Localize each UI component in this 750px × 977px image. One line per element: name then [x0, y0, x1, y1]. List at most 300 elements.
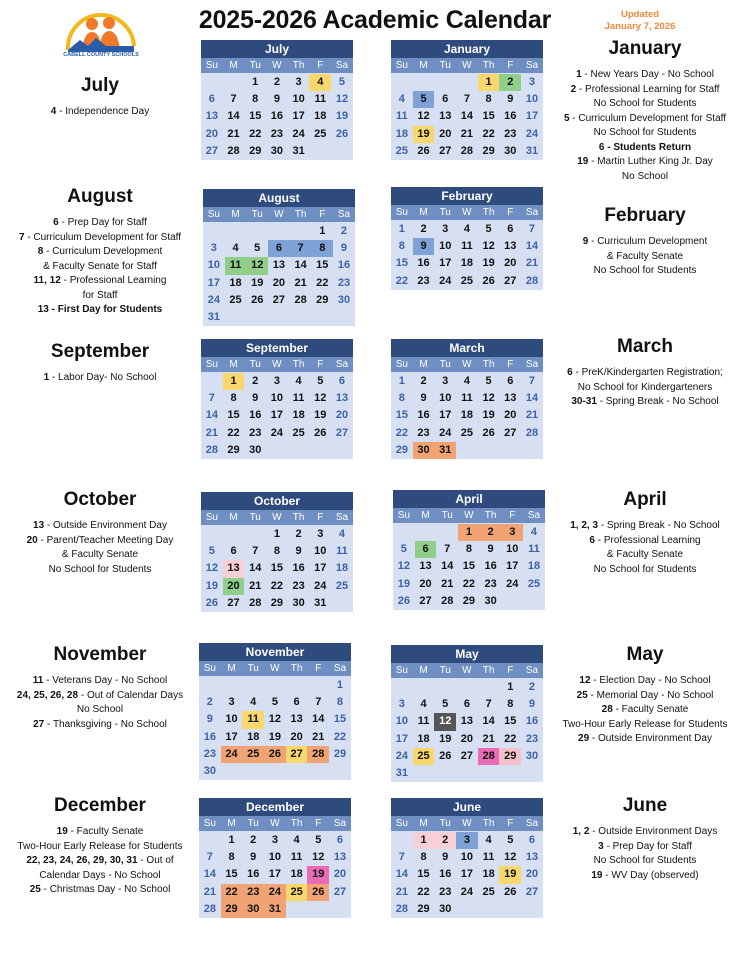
calendar-day: 16 [337, 259, 351, 272]
calendar-november [199, 643, 351, 780]
event-line [550, 250, 740, 265]
calendar-day: 20 [205, 127, 218, 140]
calendar-day: 5 [442, 698, 449, 711]
calendar-empty-cell [521, 442, 543, 459]
calendar-day: 19 [307, 866, 329, 883]
calendar-day: 22 [504, 732, 517, 745]
calendar-day: 9 [206, 713, 213, 726]
calendar-day: 6 [293, 696, 300, 709]
weekday-label: Su [207, 209, 220, 220]
weekday-label: Th [484, 510, 497, 521]
month-heading: December [54, 795, 146, 816]
calendar-day: 20 [439, 127, 452, 140]
calendar-day: 8 [398, 392, 405, 405]
calendar-empty-cell [456, 901, 478, 918]
calendar-day: 26 [264, 746, 286, 763]
calendar-day: 10 [439, 240, 452, 253]
calendar-day: 20 [272, 276, 286, 289]
calendar-day: 30 [439, 902, 452, 915]
weekday-label: Sa [525, 818, 539, 829]
event-line [550, 83, 740, 98]
calendar-october [201, 492, 353, 612]
calendar-day: 17 [395, 732, 408, 745]
calendar-empty-cell [225, 309, 247, 326]
calendar-day: 26 [504, 885, 517, 898]
calendar-day: 3 [317, 528, 324, 540]
calendar-empty-cell [290, 309, 312, 326]
weekday-label: Tu [439, 818, 451, 829]
weekday-header-row [391, 205, 543, 220]
event-date: 6 [567, 367, 573, 378]
event-date: 4 [50, 106, 57, 117]
calendar-day: 22 [482, 127, 495, 140]
logo-text: CABELL COUNTY SCHOOLS [63, 52, 139, 58]
calendar-day: 6 [268, 240, 290, 257]
calendar-day: 16 [203, 730, 216, 743]
calendar-month-header: February [391, 187, 543, 205]
month-heading: July [80, 75, 120, 96]
events-november [5, 644, 195, 732]
calendar-day: 13 [272, 259, 286, 272]
calendar-empty-cell [434, 765, 456, 782]
calendar-day: 31 [525, 144, 539, 157]
calendar-day: 1 [413, 832, 435, 849]
event-text: - First Day for Students [48, 304, 163, 315]
calendar-may [391, 645, 543, 782]
event-date: 25 [29, 884, 41, 895]
weekday-label: F [317, 60, 324, 71]
calendar-day: 30 [337, 293, 351, 306]
calendar-day: 1 [458, 524, 480, 541]
calendar-day: 19 [251, 276, 264, 289]
calendar-day: 11 [290, 851, 303, 864]
calendar-day: 5 [400, 543, 407, 556]
calendar-day: 21 [227, 127, 240, 140]
calendar-day: 13 [419, 560, 432, 573]
calendar-day: 2 [499, 74, 521, 91]
calendar-day: 10 [225, 713, 238, 726]
weekday-label: M [421, 510, 430, 521]
calendar-day: 11 [242, 711, 264, 728]
calendar-day: 21 [482, 732, 495, 745]
calendar-day: 19 [439, 732, 452, 745]
calendar-day: 2 [420, 375, 427, 387]
calendar-day: 1 [228, 834, 235, 846]
calendar-day: 6 [338, 375, 346, 387]
calendar-day: 10 [525, 93, 539, 106]
calendar-day: 24 [264, 884, 286, 901]
event-date: 28 [601, 704, 613, 715]
calendar-empty-cell [307, 763, 329, 780]
calendar-empty-cell [246, 309, 268, 326]
calendar-day: 28 [294, 293, 307, 306]
calendar-day: 27 [504, 274, 517, 287]
calendar-day: 29 [227, 443, 240, 456]
calendar-day: 11 [314, 93, 327, 106]
calendar-day: 15 [316, 259, 329, 272]
calendar-day: 5 [315, 834, 322, 846]
calendar-day: 28 [395, 902, 408, 915]
event-text: - Out of [137, 855, 174, 866]
event-line [5, 216, 195, 231]
weekday-label: F [507, 60, 514, 71]
calendar-empty-cell [521, 765, 543, 782]
calendar-day: 16 [270, 110, 284, 123]
calendar-day: 25 [460, 426, 474, 439]
calendar-day: 15 [249, 110, 262, 123]
calendar-day: 27 [333, 885, 347, 898]
event-line [550, 548, 740, 563]
calendar-day: 17 [270, 409, 284, 422]
event-text: Two-Hour Early Release for Students [562, 718, 728, 730]
calendar-day: 22 [417, 885, 430, 898]
event-text: - Prep Day for Staff [58, 217, 147, 228]
month-heading: March [617, 336, 673, 357]
calendar-day: 21 [312, 730, 325, 743]
weekday-label: Su [395, 818, 408, 829]
calendar-day: 11 [528, 543, 540, 556]
weekday-label: Tu [247, 818, 259, 829]
event-line [5, 371, 195, 386]
event-text: - Faculty Senate [67, 826, 144, 837]
calendar-day: 7 [444, 543, 451, 556]
event-line [5, 689, 195, 704]
event-line [5, 840, 195, 855]
calendar-day: 4 [463, 375, 470, 387]
weekday-label: Th [482, 818, 495, 829]
calendar-day: 14 [227, 110, 240, 123]
calendar-empty-cell [242, 677, 264, 694]
calendar-day: 24 [207, 293, 220, 306]
calendar-day: 18 [482, 868, 495, 881]
calendar-day: 27 [460, 749, 474, 762]
calendar-day: 10 [506, 543, 519, 556]
calendar-day: 3 [273, 375, 280, 387]
weekday-label: W [462, 665, 472, 676]
event-date: 8 [37, 246, 44, 257]
calendar-day: 12 [314, 392, 327, 405]
weekday-label: Su [205, 359, 218, 370]
calendar-day: 22 [249, 127, 262, 140]
event-line [550, 395, 740, 410]
event-text: - Independence Day [56, 106, 150, 117]
calendar-day: 2 [250, 834, 257, 846]
event-text: - Parent/Teacher Meeting Day [37, 534, 174, 546]
calendar-day: 6 [463, 698, 470, 711]
calendar-day: 1 [223, 373, 245, 390]
calendar-day: 19 [335, 110, 349, 123]
event-date: 29 [578, 733, 590, 744]
event-line [550, 68, 740, 83]
event-text: - Curriculum Development for Staff [569, 112, 727, 124]
calendar-day: 15 [395, 257, 408, 270]
event-line [5, 563, 195, 578]
calendar-day: 27 [335, 426, 349, 439]
calendar-empty-cell [478, 679, 500, 696]
calendar-empty-cell [286, 901, 308, 918]
calendar-day: 5 [485, 375, 492, 387]
weekday-label: W [462, 359, 472, 370]
event-date: 13 [33, 520, 45, 531]
calendar-day: 26 [335, 127, 349, 140]
calendar-day: 8 [420, 851, 427, 864]
calendar-empty-cell [268, 309, 290, 326]
event-date: 19 [591, 869, 603, 881]
calendar-day: 29 [221, 901, 243, 918]
calendar-day: 8 [273, 545, 280, 558]
calendar-day: 20 [419, 577, 432, 590]
calendar-day: 14 [205, 409, 218, 422]
calendar-empty-cell [242, 763, 264, 780]
event-line [5, 231, 195, 246]
event-text: - Curriculum Development for Staff [24, 231, 182, 243]
calendar-day: 12 [335, 93, 349, 106]
calendar-day: 26 [482, 274, 495, 287]
calendar-day: 8 [228, 851, 235, 864]
calendar-day: 2 [273, 76, 280, 88]
calendar-day: 17 [268, 868, 282, 881]
calendar-day: 17 [207, 276, 220, 289]
event-text: No School for Students [593, 127, 697, 138]
calendar-day-grid [391, 678, 543, 782]
event-line [550, 235, 740, 250]
calendar-day: 4 [338, 528, 346, 540]
calendar-day: 31 [264, 901, 286, 918]
calendar-empty-cell [478, 442, 500, 459]
calendar-day: 23 [249, 426, 262, 439]
calendar-month-header: July [201, 40, 353, 58]
calendar-day: 24 [439, 426, 452, 439]
event-date: 25 [576, 689, 588, 701]
event-text: - Spring Break - No School [598, 520, 720, 531]
calendar-day: 7 [528, 223, 536, 235]
calendar-empty-cell [413, 74, 435, 91]
event-text: - Veterans Day - No School [43, 675, 168, 686]
calendar-day: 9 [252, 392, 259, 405]
calendar-empty-cell [391, 832, 413, 849]
calendar-day: 26 [482, 426, 495, 439]
calendar-day: 26 [251, 293, 264, 306]
calendar-day: 21 [294, 276, 307, 289]
month-heading: May [626, 644, 664, 665]
calendar-day: 29 [499, 748, 521, 765]
calendar-day: 18 [460, 257, 474, 270]
calendar-day: 16 [439, 868, 452, 881]
event-text: - Christmas Day - No School [40, 884, 171, 895]
calendar-day: 24 [292, 127, 305, 140]
calendar-day: 10 [395, 715, 408, 728]
calendar-day: 23 [484, 577, 497, 590]
calendar-day: 15 [395, 409, 408, 422]
calendar-day: 1 [273, 528, 280, 540]
calendar-empty-cell [331, 143, 353, 160]
calendar-empty-cell [456, 679, 478, 696]
calendar-day: 4 [232, 242, 239, 255]
event-text: - Spring Break - No School [596, 396, 719, 407]
calendar-day-grid [391, 831, 543, 918]
calendar-day: 29 [462, 594, 476, 607]
calendar-day: 10 [270, 392, 284, 405]
calendar-day: 2 [480, 524, 502, 541]
calendar-day: 27 [227, 596, 240, 609]
event-line [550, 563, 740, 578]
calendar-day: 12 [205, 562, 218, 575]
event-line [550, 155, 740, 170]
family-logo-icon [62, 6, 140, 70]
weekday-label: Su [395, 207, 408, 218]
calendar-day: 24 [525, 127, 539, 140]
events-october [5, 489, 195, 577]
calendar-empty-cell [499, 765, 521, 782]
calendar-day: 13 [290, 713, 303, 726]
calendar-day: 14 [441, 560, 454, 573]
event-line [5, 718, 195, 733]
month-heading: September [50, 341, 150, 362]
updated-note [590, 9, 690, 33]
event-line [5, 534, 195, 549]
calendar-day: 19 [482, 409, 495, 422]
calendar-day: 11 [417, 715, 430, 728]
weekday-label: F [507, 207, 514, 218]
calendar-empty-cell [244, 526, 266, 543]
calendar-day: 5 [254, 242, 261, 255]
event-line [550, 381, 740, 396]
calendar-day: 8 [230, 392, 237, 405]
calendar-empty-cell [225, 223, 247, 240]
calendar-day: 4 [309, 74, 331, 91]
event-date: 11, 12 [33, 275, 61, 286]
calendar-day: 21 [441, 577, 454, 590]
calendar-day: 7 [290, 240, 312, 257]
calendar-day: 7 [528, 375, 536, 387]
calendar-day: 19 [268, 730, 282, 743]
updated-label: Updated [621, 9, 659, 20]
event-text: - Professional Learning [60, 275, 167, 286]
calendar-day: 14 [249, 562, 262, 575]
weekday-label: F [509, 510, 516, 521]
event-date: 12 [579, 675, 591, 686]
calendar-day: 1 [336, 679, 344, 691]
calendar-month-header: December [199, 798, 351, 816]
calendar-day-grid [201, 73, 353, 160]
calendar-day: 31 [207, 310, 220, 323]
event-text: - Outside Environment Day [44, 520, 167, 531]
calendar-day: 12 [482, 392, 495, 405]
calendar-day: 12 [482, 240, 495, 253]
calendar-day: 4 [250, 696, 257, 709]
weekday-label: W [270, 663, 280, 674]
event-line [550, 170, 740, 185]
calendar-day: 25 [395, 144, 408, 157]
calendar-day: 26 [439, 749, 452, 762]
weekday-label: M [231, 209, 240, 220]
calendar-day: 26 [205, 596, 218, 609]
month-heading: October [63, 489, 137, 510]
calendar-day: 16 [504, 110, 517, 123]
calendar-day: 9 [413, 238, 435, 255]
calendar-day: 19 [314, 409, 327, 422]
calendar-day: 16 [249, 409, 262, 422]
calendar-day: 12 [268, 713, 282, 726]
event-date: 13 [37, 304, 49, 315]
calendar-day: 28 [249, 596, 262, 609]
calendar-empty-cell [223, 526, 245, 543]
weekday-label: M [229, 512, 238, 523]
calendar-day: 11 [396, 110, 408, 123]
calendar-day: 23 [242, 884, 264, 901]
calendar-february [391, 187, 543, 290]
calendar-day: 13 [504, 240, 517, 253]
weekday-header-row [391, 357, 543, 372]
weekday-label: W [272, 359, 282, 370]
weekday-header-row [199, 661, 351, 676]
weekday-label: F [507, 359, 514, 370]
calendar-day: 8 [465, 543, 472, 556]
calendar-day: 15 [462, 560, 476, 573]
calendar-day: 13 [504, 392, 517, 405]
event-line [5, 825, 195, 840]
calendar-day: 15 [417, 868, 430, 881]
event-text: - Students Return [604, 141, 692, 153]
calendar-day: 13 [223, 560, 245, 577]
calendar-day: 25 [527, 577, 541, 590]
weekday-label: Sa [525, 665, 539, 676]
calendar-day: 27 [504, 426, 517, 439]
event-text: - Memorial Day - No School [587, 689, 714, 701]
calendar-day: 2 [420, 223, 427, 235]
calendar-day: 29 [333, 747, 347, 760]
calendar-july [201, 40, 353, 160]
weekday-label: Tu [439, 207, 451, 218]
calendar-day: 1 [398, 375, 405, 387]
weekday-label: Th [294, 209, 307, 220]
calendar-day: 6 [442, 93, 449, 106]
event-text: - Out of Calendar Days [78, 689, 184, 701]
calendar-empty-cell [329, 763, 351, 780]
calendar-day: 9 [295, 545, 302, 558]
calendar-day: 5 [485, 223, 492, 235]
calendar-day: 14 [312, 713, 325, 726]
calendar-day: 17 [314, 562, 327, 575]
calendar-day: 28 [205, 443, 218, 456]
calendar-day: 10 [292, 93, 305, 106]
event-line [5, 245, 195, 260]
weekday-label: Tu [249, 60, 261, 71]
calendar-day: 7 [398, 851, 405, 864]
calendar-day: 9 [250, 851, 257, 864]
calendar-day: 27 [525, 885, 539, 898]
calendar-day: 23 [417, 274, 430, 287]
calendar-day: 7 [315, 696, 322, 709]
weekday-label: Sa [525, 207, 539, 218]
weekday-label: Th [482, 359, 495, 370]
calendar-empty-cell [290, 223, 312, 240]
weekday-label: Su [205, 60, 218, 71]
event-text: - Thanksgiving - No School [44, 718, 167, 730]
calendar-day: 30 [504, 144, 517, 157]
calendar-day: 19 [397, 577, 410, 590]
calendar-empty-cell [199, 677, 221, 694]
weekday-header-row [201, 357, 353, 372]
event-line [5, 289, 195, 304]
month-heading: November [53, 644, 147, 665]
event-date: 22, 23, 24, 26, 29, 30, 31 [26, 855, 138, 866]
calendar-empty-cell [201, 74, 223, 91]
calendar-day: 7 [206, 851, 213, 864]
event-date: 9 [582, 236, 589, 247]
event-line [550, 519, 740, 534]
calendar-day: 27 [439, 144, 452, 157]
